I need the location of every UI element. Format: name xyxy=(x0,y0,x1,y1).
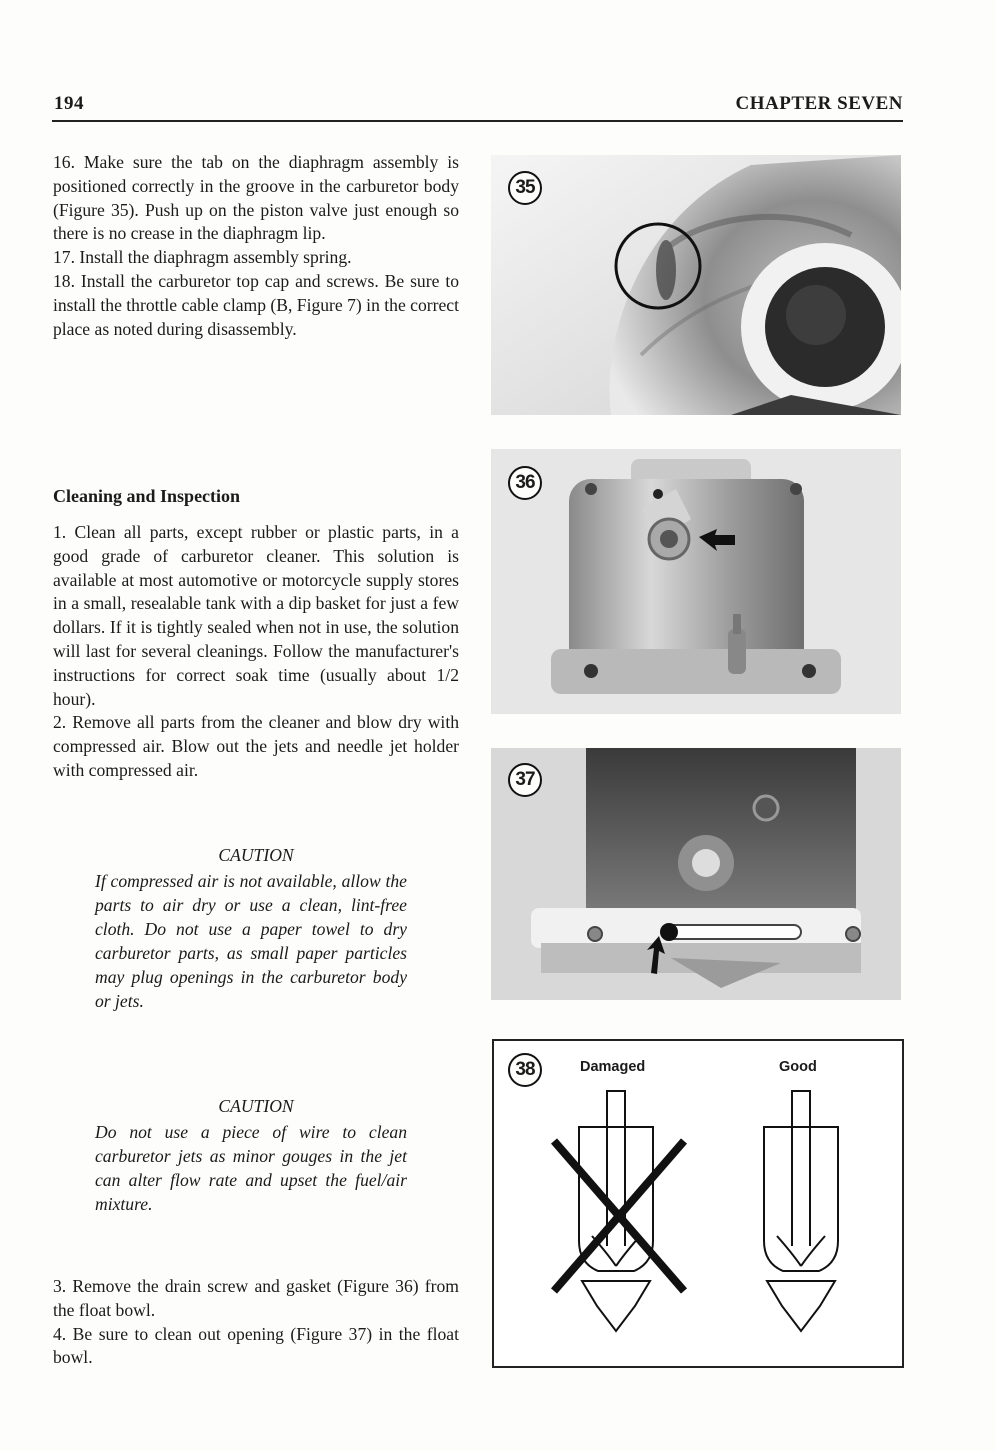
caution-body-2: Do not use a piece of wire to clean carburetor jets as minor gouges in the jet can alter flow rate and upset the fuel/air mixture. xyxy=(95,1122,407,1214)
step-18: 18. Install the carburetor top cap and screws. Be sure to install the throttle cable clamp (B, Figure 7) in the correct place as noted during disassembly. xyxy=(53,270,459,339)
label-good: Good xyxy=(779,1059,817,1075)
caution-body-1: If compressed air is not available, allow the parts to air dry or use a clean, lint-free cloth. Do not use a paper towel to dry carburetor parts, as small paper particles may plug openings in the carburetor body or jets. xyxy=(95,871,407,1011)
section-heading: Cleaning and Inspection xyxy=(53,486,241,506)
figure-35-photo xyxy=(491,155,901,415)
damaged-x-mark xyxy=(554,1141,684,1291)
cleaning-steps xyxy=(53,521,459,783)
figure-35-number: 35 xyxy=(508,171,542,205)
figure-37-photo xyxy=(491,748,901,1000)
figure-36-photo xyxy=(491,449,901,714)
figure-38-number: 38 xyxy=(508,1053,542,1087)
step-17: 17. Install the diaphragm assembly spring. xyxy=(53,247,352,268)
needle-jets-illustration xyxy=(494,1041,902,1366)
step-2: 2. Remove all parts from the cleaner and blow dry with compressed air. Blow out the jets and needle jet holder with compressed air. xyxy=(53,712,459,780)
good-needle-jet xyxy=(764,1091,838,1331)
figure-37-number: 37 xyxy=(508,763,542,797)
step-16: 16. Make sure the tab on the diaphragm assembly is positioned correctly in the groove in the carburetor body (Figure 35). Push up on the piston valve just enough so there is no crease in the diaphragm lip. xyxy=(53,152,459,244)
page-number: 194 xyxy=(54,93,84,114)
caution-title-2: CAUTION xyxy=(218,1096,294,1116)
cleaning-steps-2 xyxy=(53,1275,459,1370)
intro-steps xyxy=(53,151,459,341)
label-damaged: Damaged xyxy=(580,1059,646,1075)
caution-title-1: CAUTION xyxy=(218,845,294,865)
chapter-title: CHAPTER SEVEN xyxy=(735,93,903,114)
step-1: 1. Clean all parts, except rubber or plastic parts, in a good grade of carburetor cleaner. This solution is available at most automotive or motorcycle supply stores in a small, resealable tank with a dip basket for just a few dollars. If it is tightly sealed when not in use, the solution will last for several cleanings. Follow the manufacturer's instructions for correct soak time (usually about 1/2 hour). xyxy=(53,522,459,709)
step-4: 4. Be sure to clean out opening (Figure 37) in the float bowl. xyxy=(53,1323,459,1368)
figure-38-diagram xyxy=(492,1039,904,1368)
step-3: 3. Remove the drain screw and gasket (Figure 36) from the float bowl. xyxy=(53,1276,459,1320)
figure-36-number: 36 xyxy=(508,466,542,500)
header-rule xyxy=(52,120,903,122)
